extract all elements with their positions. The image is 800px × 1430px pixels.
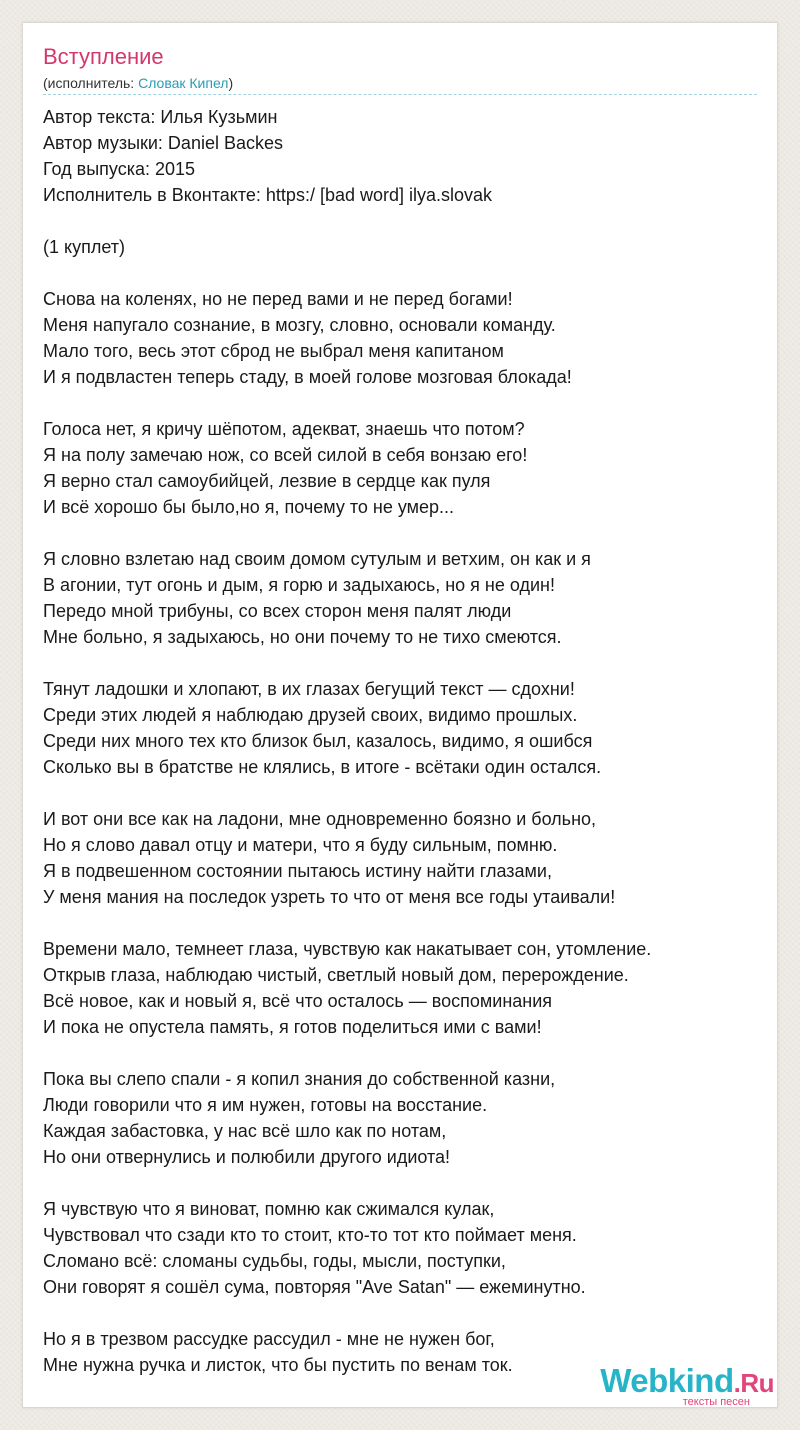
- lyric-line: И пока не опустела память, я готов поделиться ими с вами!: [43, 1017, 542, 1037]
- lyric-line: Среди них много тех кто близок был, казалось, видимо, я ошибся: [43, 731, 593, 751]
- lyric-blank-line: [43, 208, 763, 234]
- lyric-line: Но я слово давал отцу и матери, что я буду сильным, помню.: [43, 835, 558, 855]
- lyric-blank-line: [43, 1300, 763, 1326]
- lyric-blank-line: [43, 260, 763, 286]
- lyric-line: Открыв глаза, наблюдаю чистый, светлый новый дом, перерождение.: [43, 965, 629, 985]
- lyric-line: Я в подвешенном состоянии пытаюсь истину найти глазами,: [43, 861, 552, 881]
- lyric-line: Сломано всё: сломаны судьбы, годы, мысли, поступки,: [43, 1251, 506, 1271]
- lyric-line: Чувствовал что сзади кто то стоит, кто-то тот кто поймает меня.: [43, 1225, 577, 1245]
- lyric-line: Мне больно, я задыхаюсь, но они почему то не тихо смеются.: [43, 627, 562, 647]
- lyric-line: Мне нужна ручка и листок, что бы пустить по венам ток.: [43, 1355, 513, 1375]
- lyric-line: Сколько вы в братстве не клялись, в итоге - всётаки один остался.: [43, 757, 602, 777]
- lyric-line: Люди говорили что я им нужен, готовы на восстание.: [43, 1095, 488, 1115]
- artist-line: [43, 74, 233, 92]
- watermark-logo: [600, 1364, 774, 1400]
- lyric-line: Тянут ладошки и хлопают, в их глазах бегущий текст — сдохни!: [43, 679, 575, 699]
- lyric-line: Пока вы слепо спали - я копил знания до собственной казни,: [43, 1069, 556, 1089]
- lyric-line: В агонии, тут огонь и дым, я горю и задыхаюсь, но я не один!: [43, 575, 555, 595]
- lyric-line: Но я в трезвом рассудке рассудил - мне не нужен бог,: [43, 1329, 495, 1349]
- lyric-line: Снова на коленях, но не перед вами и не перед богами!: [43, 289, 513, 309]
- lyric-line: Голоса нет, я кричу шёпотом, адекват, знаешь что потом?: [43, 419, 525, 439]
- lyric-line: Времени мало, темнеет глаза, чувствую как накатывает сон, утомление.: [43, 939, 652, 959]
- lyric-blank-line: [43, 390, 763, 416]
- dashed-divider: [43, 94, 757, 95]
- lyric-blank-line: [43, 520, 763, 546]
- lyric-blank-line: [43, 1040, 763, 1066]
- lyric-blank-line: [43, 910, 763, 936]
- lyric-line: Каждая забастовка, у нас всё шло как по нотам,: [43, 1121, 447, 1141]
- lyrics-card: [22, 22, 778, 1408]
- lyric-line: Меня напугало сознание, в мозгу, словно, основали команду.: [43, 315, 556, 335]
- site-watermark: [600, 1364, 774, 1408]
- lyric-line: Всё новое, как и новый я, всё что осталось — воспоминания: [43, 991, 553, 1011]
- lyric-line: Я словно взлетаю над своим домом сутулым и ветхим, он как и я: [43, 549, 591, 569]
- lyric-line: Мало того, весь этот сброд не выбрал меня капитаном: [43, 341, 504, 361]
- lyric-line: Передо мной трибуны, со всех сторон меня палят люди: [43, 601, 512, 621]
- song-title: Вступление: [43, 44, 164, 69]
- lyric-line: И вот они все как на ладони, мне одновременно боязно и больно,: [43, 809, 597, 829]
- lyric-line: И я подвластен теперь стаду, в моей голове мозговая блокада!: [43, 367, 572, 387]
- lyric-blank-line: [43, 650, 763, 676]
- watermark-tagline: тексты песен: [682, 1396, 750, 1408]
- lyric-line: Я на полу замечаю нож, со всей силой в себя вонзаю его!: [43, 445, 528, 465]
- watermark-tld: .Ru: [733, 1368, 774, 1398]
- watermark-brand: Webkind: [600, 1362, 734, 1399]
- lyric-line: (1 куплет): [43, 237, 125, 257]
- lyrics-text: [43, 104, 763, 1378]
- artist-link[interactable]: Словак Кипел: [138, 75, 229, 91]
- lyric-line: Среди этих людей я наблюдаю друзей своих, видимо прошлых.: [43, 705, 578, 725]
- lyric-blank-line: [43, 1170, 763, 1196]
- lyric-line: Я чувствую что я виноват, помню как сжимался кулак,: [43, 1199, 495, 1219]
- lyric-line: Исполнитель в Вконтакте: https:/ [bad word] ilya.slovak: [43, 185, 493, 205]
- lyric-line: Автор музыки: Daniel Backes: [43, 133, 283, 153]
- artist-suffix: ): [228, 75, 234, 91]
- lyric-line: Но они отвернулись и полюбили другого идиота!: [43, 1147, 451, 1167]
- artist-prefix: (исполнитель:: [43, 75, 139, 91]
- lyric-line: Я верно стал самоубийцей, лезвие в сердце как пуля: [43, 471, 491, 491]
- lyric-blank-line: [43, 780, 763, 806]
- lyric-line: И всё хорошо бы было,но я, почему то не умер...: [43, 497, 455, 517]
- lyric-line: Год выпуска: 2015: [43, 159, 196, 179]
- lyric-line: Они говорят я сошёл сума, повторяя "Ave Satan" — ежеминутно.: [43, 1277, 586, 1297]
- lyric-line: Автор текста: Илья Кузьмин: [43, 107, 278, 127]
- lyric-line: У меня мания на последок узреть то что от меня все годы утаивали!: [43, 887, 616, 907]
